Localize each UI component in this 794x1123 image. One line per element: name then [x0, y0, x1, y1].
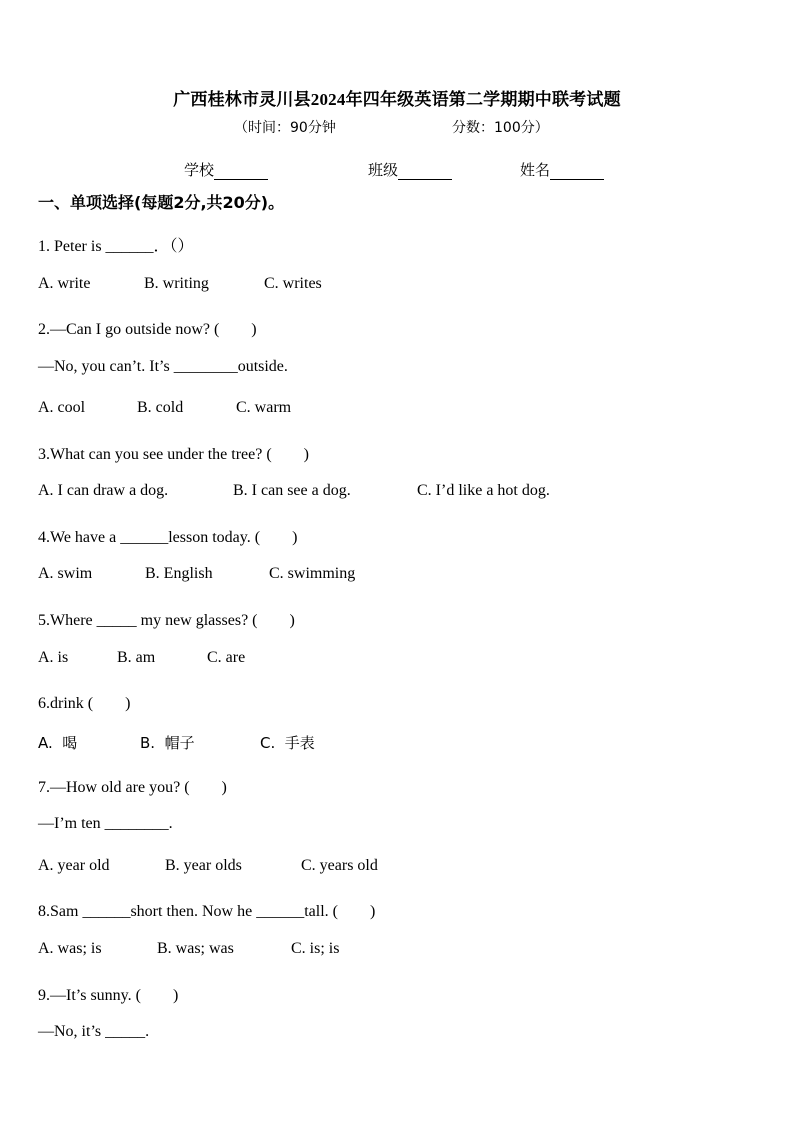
question-4-option-b: B. English — [145, 565, 213, 582]
question-9-stem-line2: —No, it’s _____. — [38, 1023, 150, 1040]
question-2-option-c: C. warm — [236, 399, 292, 416]
question-5-stem: 5.Where _____ my new glasses? ( ) — [38, 612, 295, 629]
question-7-option-b: B. year olds — [165, 857, 242, 874]
question-2-stem: 2.—Can I go outside now? ( ) — [38, 321, 257, 338]
question-3-option-c: C. I’d like a hot dog. — [417, 482, 550, 499]
question-6-option-b: B. 帽子 — [140, 734, 195, 752]
question-8-option-c: C. is; is — [291, 940, 340, 957]
question-8-option-b: B. was; was — [157, 940, 234, 957]
question-6-option-c: C. 手表 — [260, 734, 315, 752]
question-9-stem: 9.—It’s sunny. ( ) — [38, 987, 179, 1004]
question-3-option-a: A. I can draw a dog. — [38, 482, 169, 499]
name-blank — [550, 165, 604, 180]
exam-title: 广西桂林市灵川县2024年四年级英语第二学期期中联考试题 — [173, 90, 621, 109]
question-4-stem: 4.We have a ______lesson today. ( ) — [38, 529, 298, 546]
question-7-option-c: C. years old — [301, 857, 378, 874]
question-2-option-b: B. cold — [137, 399, 184, 416]
class-blank — [398, 165, 452, 180]
section-title: 一、单项选择(每题2分,共20分)。 — [38, 193, 285, 212]
question-3-option-b: B. I can see a dog. — [233, 482, 351, 499]
question-1-option-b: B. writing — [144, 275, 209, 292]
question-2-option-a: A. cool — [38, 399, 86, 416]
exam-time: （时间：90分钟 — [234, 120, 336, 136]
question-8-stem: 8.Sam ______short then. Now he ______tall. ( ) — [38, 903, 376, 920]
school-field — [184, 159, 268, 180]
question-1-option-c: C. writes — [264, 275, 322, 292]
school-blank — [214, 165, 268, 180]
question-7-stem-line2: —I’m ten ________. — [38, 815, 173, 832]
name-label: 姓名 — [520, 161, 551, 179]
school-label: 学校 — [184, 161, 215, 179]
question-5-option-b: B. am — [117, 649, 156, 666]
question-3-stem: 3.What can you see under the tree? ( ) — [38, 446, 309, 463]
question-6-stem: 6.drink ( ) — [38, 695, 131, 712]
question-4-option-a: A. swim — [38, 565, 93, 582]
question-1-stem: 1. Peter is ______．（） — [38, 238, 194, 255]
question-7-option-a: A. year old — [38, 857, 110, 874]
exam-score: 分数：100分） — [452, 120, 549, 136]
question-6-option-a: A. 喝 — [38, 734, 78, 752]
name-field — [520, 159, 604, 180]
question-7-stem: 7.—How old are you? ( ) — [38, 779, 227, 796]
class-field — [368, 159, 452, 180]
question-4-option-c: C. swimming — [269, 565, 356, 582]
question-5-option-a: A. is — [38, 649, 69, 666]
question-1-option-a: A. write — [38, 275, 91, 292]
question-8-option-a: A. was; is — [38, 940, 102, 957]
question-5-option-c: C. are — [207, 649, 246, 666]
class-label: 班级 — [368, 161, 399, 179]
question-2-stem-line2: —No, you can’t. It’s ________outside. — [38, 358, 288, 375]
